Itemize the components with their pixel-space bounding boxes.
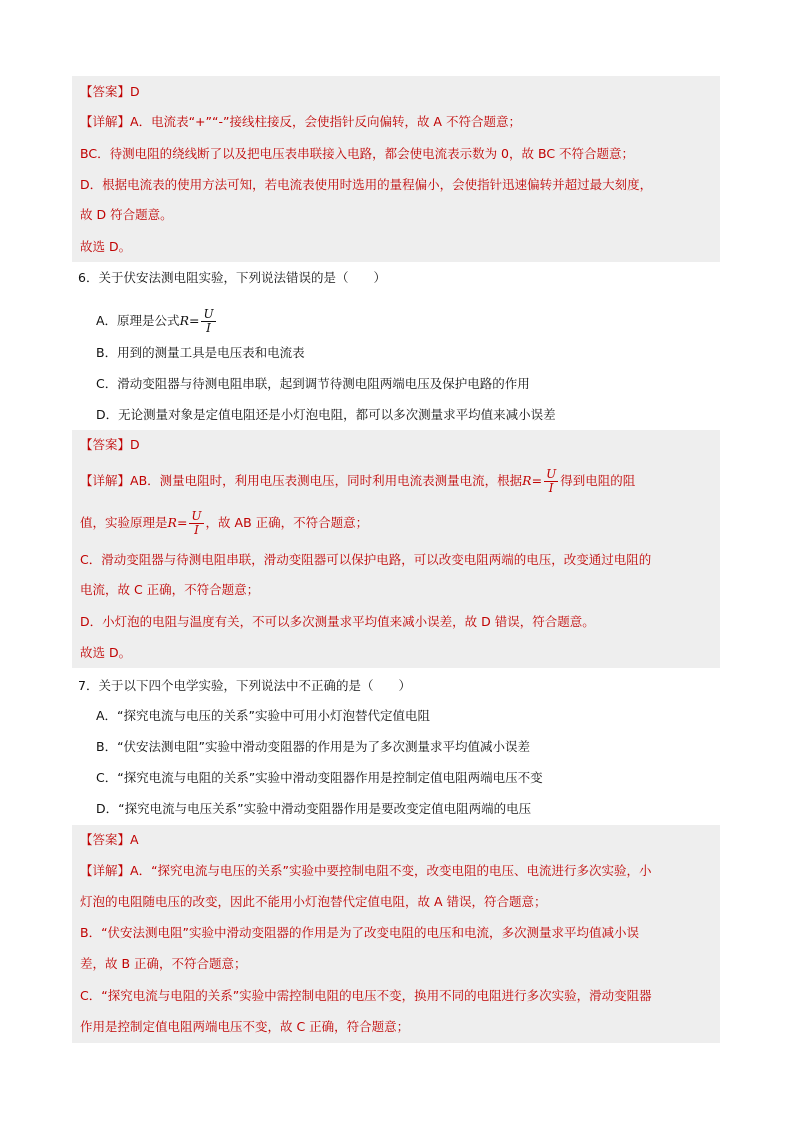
detail-text: ，故 AB 正确，不符合题意； [205, 515, 369, 530]
formula-eq: = [176, 515, 188, 530]
question-6-option-a [96, 306, 218, 336]
formula-fraction [201, 308, 215, 335]
fraction-numerator: U [191, 509, 202, 523]
formula-fraction [189, 510, 203, 537]
detail-line: 作用是控制定值电阻两端电压不变，故 C 正确，符合题意； [80, 1019, 410, 1034]
detail-line [80, 466, 714, 496]
formula-r: R [179, 313, 189, 328]
formula-fraction [544, 468, 558, 495]
detail-line [80, 508, 714, 538]
detail-text: 值，实验原理是 [80, 515, 168, 530]
detail-tag: 【详解】 [80, 863, 131, 878]
formula-eq: = [531, 473, 543, 488]
answer-label: 【答案】D [80, 437, 140, 452]
detail-line: C．滑动变阻器与待测电阻串联，滑动变阻器可以保护电路，可以改变电阻两端的电压，改变通过电阻的 [80, 552, 652, 567]
question-7-stem: 7．关于以下四个电学实验，下列说法中不正确的是（ ） [78, 678, 411, 693]
detail-line: 差，故 B 正确，不符合题意； [80, 956, 247, 971]
question-7-option-b: B．“伏安法测电阻”实验中滑动变阻器的作用是为了多次测量求平均值减小误差 [96, 739, 531, 754]
answer-block-q7 [72, 825, 720, 1043]
fraction-numerator: U [203, 307, 214, 321]
question-6-stem: 6．关于伏安法测电阻实验，下列说法错误的是（ ） [78, 270, 386, 285]
formula-r: R [522, 473, 532, 488]
detail-line: 电流，故 C 正确，不符合题意； [80, 582, 260, 597]
detail-text: A．电流表“+”“-”接线柱接反，会使指针反向偏转，故 A 不符合题意； [130, 114, 521, 129]
question-7-option-d: D．“探究电流与电压关系”实验中滑动变阻器作用是要改变定值电阻两端的电压 [96, 801, 532, 816]
detail-line: BC．待测电阻的绕线断了以及把电压表串联接入电路，都会使电流表示数为 0，故 BC 不符合题意； [80, 146, 635, 161]
fraction-numerator: U [546, 467, 557, 481]
question-7-option-a: A．“探究电流与电压的关系”实验中可用小灯泡替代定值电阻 [96, 708, 431, 723]
detail-text: A．“探究电流与电压的关系”实验中要控制电阻不变，改变电阻的电压、电流进行多次实验，小 [130, 863, 652, 878]
detail-line: D．小灯泡的电阻与温度有关，不可以多次测量求平均值来减小误差，故 D 错误，符合题意。 [80, 614, 595, 629]
detail-line: 故 D 符合题意。 [80, 207, 173, 222]
conclusion: 故选 D。 [80, 645, 132, 660]
question-7-option-c: C．“探究电流与电阻的关系”实验中滑动变阻器作用是控制定值电阻两端电压不变 [96, 770, 543, 785]
fraction-denominator: I [206, 321, 211, 335]
detail-line [80, 863, 714, 879]
detail-text: 得到电阻的阻 [560, 473, 636, 488]
detail-line: C．“探究电流与电阻的关系”实验中需控制电阻的电压不变，换用不同的电阻进行多次实验，滑动变阻器 [80, 988, 652, 1003]
detail-line [80, 114, 714, 130]
detail-tag: 【详解】 [80, 114, 131, 129]
answer-block-q5 [72, 76, 720, 262]
answer-label: 【答案】A [80, 832, 139, 847]
detail-line: D．根据电流表的使用方法可知，若电流表使用时选用的量程偏小，会使指针迅速偏转并超过最大刻度， [80, 177, 653, 192]
formula-eq: = [188, 313, 200, 328]
detail-line: B．“伏安法测电阻”实验中滑动变阻器的作用是为了改变电阻的电压和电流，多次测量求平均值减小误 [80, 925, 640, 940]
detail-tag: 【详解】 [80, 473, 131, 488]
answer-block-q6 [72, 430, 720, 668]
detail-line: 灯泡的电阻随电压的改变，因此不能用小灯泡替代定值电阻，故 A 错误，符合题意； [80, 894, 547, 909]
question-6-option-b: B．用到的测量工具是电压表和电流表 [96, 345, 305, 360]
detail-text: AB．测量电阻时，利用电压表测电压，同时利用电流表测量电流，根据 [130, 473, 523, 488]
conclusion: 故选 D。 [80, 239, 132, 254]
question-6-option-c: C．滑动变阻器与待测电阻串联，起到调节待测电阻两端电压及保护电路的作用 [96, 376, 530, 391]
option-a-text: A．原理是公式 [96, 313, 180, 328]
formula-r: R [167, 515, 177, 530]
question-6-option-d: D．无论测量对象是定值电阻还是小灯泡电阻，都可以多次测量求平均值来减小误差 [96, 407, 556, 422]
fraction-denominator: I [194, 523, 199, 537]
fraction-denominator: I [548, 481, 554, 495]
answer-label: 【答案】D [80, 84, 140, 99]
